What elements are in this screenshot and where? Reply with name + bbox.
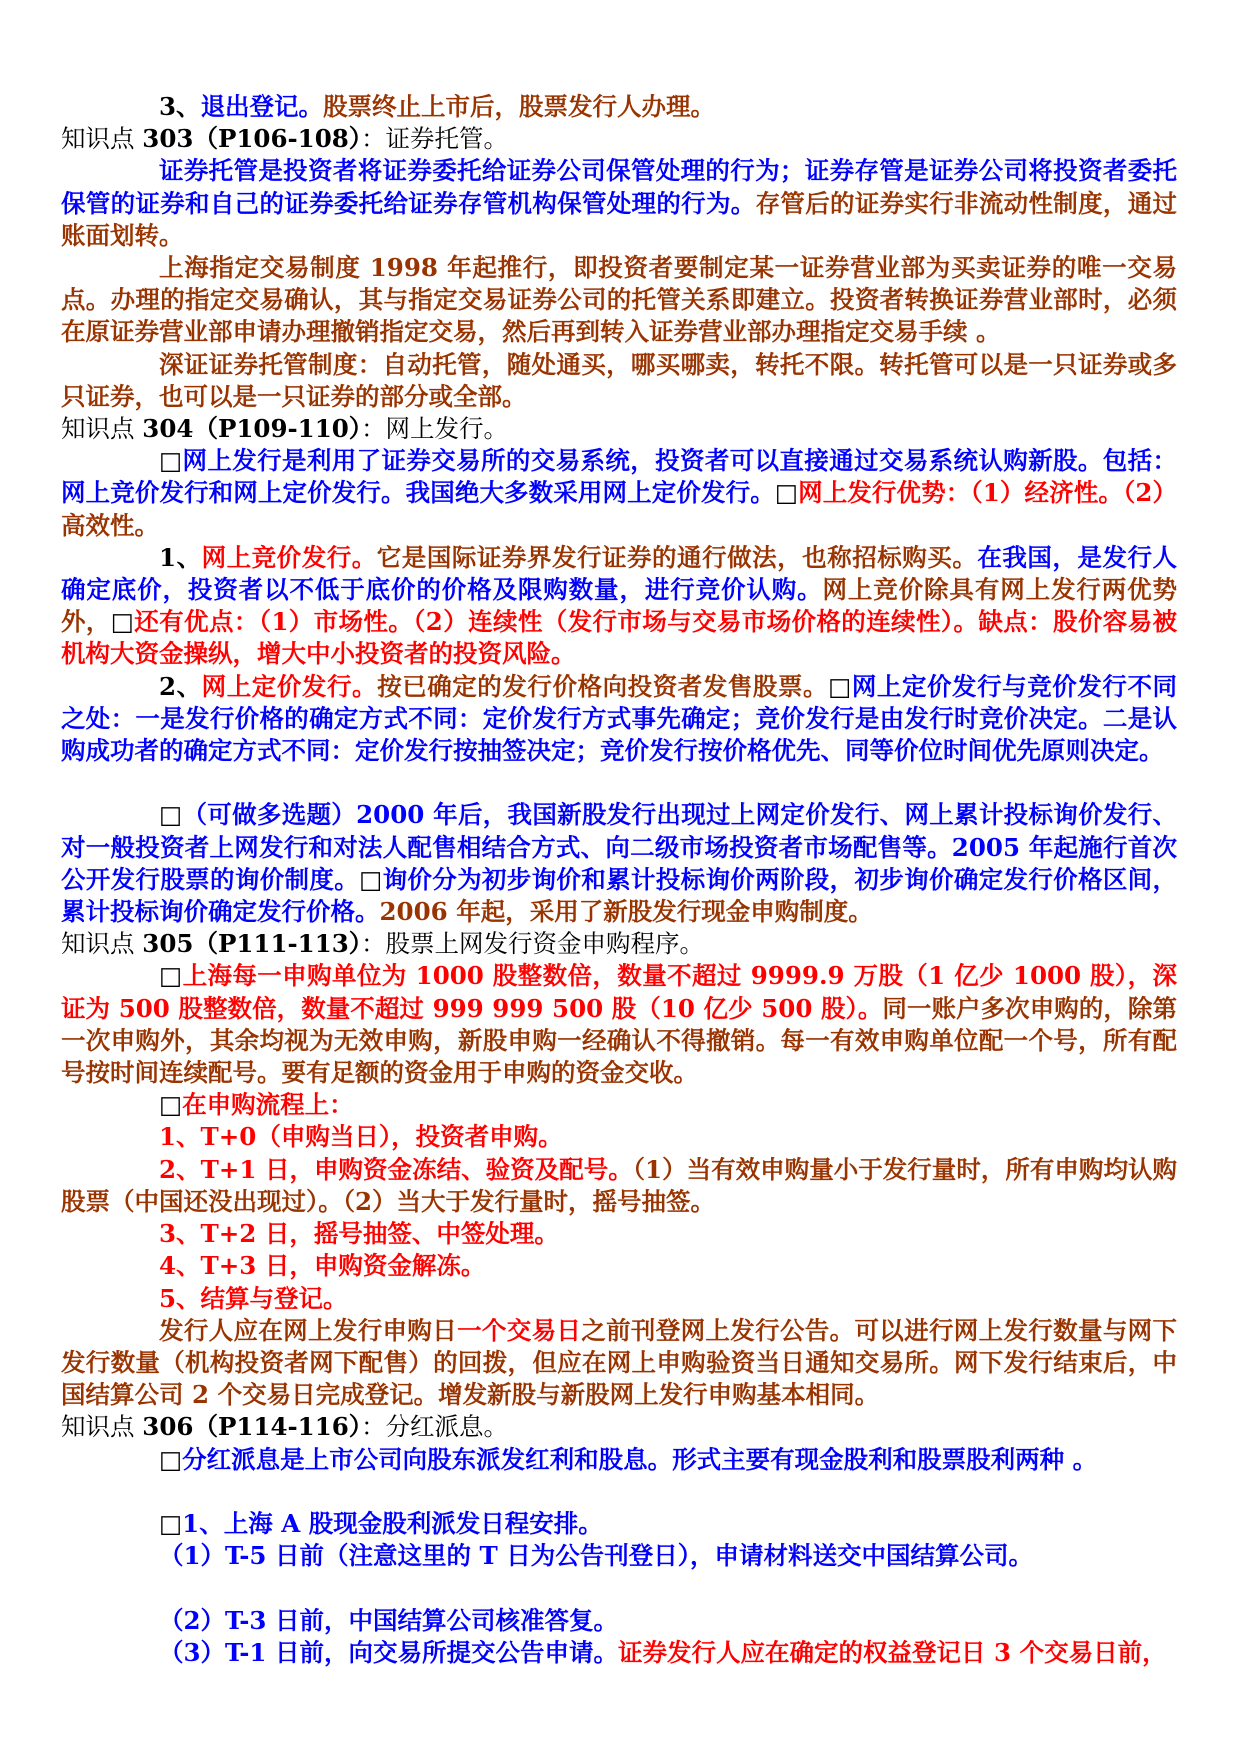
checkbox-glyph: □	[159, 1444, 183, 1474]
text-run: 之前刊登网上发行公告。可以进行网上发行数量与网下发行数量（机构投资者网下配售）的回拨，但应在网上申购验资当日通知交易所。网下发行结束后，中国结算公司 2 个交易日完成登记。增发新股与新股网上发行申购基本相同。	[61, 1315, 1178, 1410]
paragraph-shanghai-designated-trading	[61, 252, 1177, 349]
knowledge-point-306-heading	[61, 1411, 1177, 1443]
text-run: 网上竞价除具有网上发行两优势外，	[61, 575, 1178, 637]
text-run: 1、	[159, 542, 202, 572]
text-run: 2006 年起，采用了新股发行现金申购制度。	[379, 897, 873, 927]
kp-label: 知识点	[61, 929, 143, 959]
text-run: （3）T-1 日前，向交易所提交公告申请。	[159, 1637, 618, 1667]
paragraph-exit-registration	[61, 91, 1177, 123]
paragraph-issuance-history	[61, 799, 1177, 928]
text-run: 询价分为初步询价和累计投标询价两阶段，初步询价确定发行价格区间，累计投标询价确定发行价格。	[61, 864, 1178, 927]
kp-title: ：股票上网发行资金申购程序。	[361, 929, 705, 959]
schedule-step-t-minus-3	[61, 1605, 1177, 1637]
text-run: 网上竞价发行。	[201, 542, 377, 572]
text-run: 在我国，是发行人确定底价，投资者以不低于底价的价格及限购数量，进行竞价认购。	[61, 542, 1178, 605]
text-run: 网上发行是利用了证券交易所的交易系统，投资者可以直接通过交易系统认购新股。包括：网上竞价发行和网上定价发行。我国绝大多数采用网上定价发行。	[61, 446, 1177, 508]
paragraph-online-fixed-price	[61, 671, 1177, 768]
blank-line	[61, 1476, 1177, 1508]
text-run: 高效性。	[61, 510, 159, 540]
text-run: 2、T+1 日，申购资金冻结、验资及配号。	[159, 1154, 633, 1184]
flow-step-t0	[61, 1121, 1177, 1153]
kp-label: 知识点	[61, 414, 143, 444]
flow-step-t1	[61, 1154, 1177, 1218]
text-run: 发行人应在网上发行申购日	[159, 1315, 458, 1345]
text-run: 2、	[159, 671, 202, 701]
text-run: 1、上海 A 股现金股利派发日程安排。	[182, 1508, 603, 1538]
kp-label: 知识点	[61, 124, 143, 154]
checkbox-glyph: □	[159, 1508, 183, 1538]
checkbox-glyph: □	[110, 607, 135, 637]
kp-number: 306（P114-116）	[142, 1412, 362, 1442]
paragraph-dividend	[61, 1444, 1177, 1476]
text-run: （可做多选题）2000 年后，我国新股发行出现过上网定价发行、网上累计投标询价发行、对一般投资者上网发行和对法人配售相结合方式、向二级市场投资者市场配售等。2005 年起施行首次公开发行股票的询价制度。	[61, 800, 1178, 894]
kp-title: ：分红派息。	[361, 1412, 509, 1442]
kp-title: ：网上发行。	[361, 414, 509, 444]
paragraph-shenzhen-custody	[61, 349, 1177, 413]
text-run: 退出登记。	[200, 92, 324, 121]
text-run: 存管后的证券实行非流动性制度，通过账面划转。	[61, 188, 1178, 250]
text-run: 网上定价发行。	[201, 671, 378, 701]
text-run: 4、T+3 日，申购资金解冻。	[159, 1251, 486, 1281]
text-run: （1）当有效申购量小于发行量时，所有申购均认购股票（中国还没出现过）。（2）当大于发行量时，摇号抽签。	[61, 1154, 1177, 1216]
knowledge-point-304-heading	[61, 413, 1177, 445]
text-run: 分红派息是上市公司向股东派发红利和股息。形式主要有现金股利和股票股利两种 。	[182, 1444, 1098, 1474]
text-run: （1）T-5 日前（注意这里的 T 日为公告刊登日），申请材料送交中国结算公司。	[159, 1541, 1034, 1571]
text-run: 上海每一申购单位为 1000 股整数倍，数量不超过 9999.9 万股（1 亿少 1000 股），深证为 500 股整数倍，数量不超过 999 999 500 股（10 亿少 500 股）。	[61, 961, 1177, 1023]
flow-step-t2	[61, 1218, 1177, 1250]
text-run: 1、T+0（申购当日），投资者申购。	[159, 1122, 563, 1152]
kp-number: 304（P109-110）	[142, 414, 362, 444]
flow-step-t3	[61, 1250, 1177, 1282]
checkbox-glyph: □	[774, 478, 799, 508]
kp-number: 305（P111-113）	[142, 929, 362, 959]
schedule-step-t-minus-5	[61, 1540, 1177, 1572]
checkbox-glyph: □	[159, 800, 183, 830]
text-run: 证券托管是投资者将证券委托给证券公司保管处理的行为；证券存管是证券公司将投资者委托保管的证券和自己的证券委托给证券存管机构保管处理的行为。	[61, 156, 1177, 218]
kp-title: ：证券托管。	[361, 124, 509, 154]
flow-step-settlement	[61, 1283, 1177, 1315]
document-body	[61, 91, 1177, 1669]
text-run: 5、结算与登记。	[159, 1283, 348, 1313]
paragraph-online-auction	[61, 542, 1177, 671]
knowledge-point-305-heading	[61, 928, 1177, 960]
text-run: 证券发行人应在确定的权益登记日 3 个交易日前，	[617, 1637, 1167, 1667]
checkbox-glyph: □	[359, 864, 383, 894]
paragraph-custody	[61, 155, 1177, 252]
checkbox-glyph: □	[828, 671, 852, 701]
blank-line	[61, 1572, 1177, 1604]
checkbox-glyph: □	[159, 1090, 183, 1120]
text-run: 在申购流程上：	[182, 1090, 354, 1120]
knowledge-point-303-heading	[61, 123, 1177, 155]
text-run: 股票终止上市后，股票发行人办理。	[323, 92, 716, 121]
text-run: 按已确定的发行价格向投资者发售股票。	[377, 671, 829, 701]
text-run: （2）T-3 日前，中国结算公司核准答复。	[159, 1605, 618, 1635]
text-run: 同一账户多次申购的，除第一次申购外，其余均视为无效申购，新股申购一经确认不得撤销。每一有效申购单位配一个号，所有配号按时间连续配号。要有足额的资金用于申购的资金交收。	[61, 993, 1177, 1088]
paragraph-subscription-units	[61, 960, 1177, 1089]
text-run: 网上发行优势：（1）经济性。（2）	[798, 478, 1177, 508]
paragraph-online-issuance	[61, 445, 1177, 542]
text-run: 3、T+2 日，摇号抽签、中签处理。	[159, 1219, 559, 1249]
paragraph-dividend-schedule	[61, 1508, 1177, 1540]
paragraph-issuer-announcement	[61, 1315, 1177, 1412]
kp-number: 303（P106-108）	[142, 124, 362, 154]
checkbox-glyph: □	[159, 446, 183, 476]
text-run: 3、	[159, 92, 201, 121]
checkbox-glyph: □	[159, 961, 183, 991]
text-run: 它是国际证券界发行证券的通行做法，也称招标购买。	[376, 542, 978, 572]
text-run: 还有优点：（1）市场性。（2）连续性（发行市场与交易市场价格的连续性）。缺点：股价容易被机构大资金操纵，增大中小投资者的投资风险。	[61, 607, 1177, 669]
paragraph-subscription-flow	[61, 1089, 1177, 1121]
text-run: 一个交易日	[457, 1315, 582, 1345]
text-run: 网上定价发行与竞价发行不同之处：一是发行价格的确定方式不同：定价发行方式事先确定；竞价发行是由发行时竞价决定。二是认购成功者的确定方式不同：定价发行按抽签决定；竞价发行按价格优先、同等价位时间优先原则决定。	[61, 671, 1178, 766]
text-run: 深证证券托管制度：自动托管，随处通买，哪买哪卖，转托不限。转托管可以是一只证券或多只证券，也可以是一只证券的部分或全部。	[61, 349, 1177, 411]
schedule-step-t-minus-1	[61, 1637, 1177, 1669]
text-run: 上海指定交易制度 1998 年起推行，即投资者要制定某一证券营业部为买卖证券的唯一交易点。办理的指定交易确认，其与指定交易证券公司的托管关系即建立。投资者转换证券营业部时，必须在原证券营业部申请办理撤销指定交易，然后再到转入证券营业部办理指定交易手续 。	[61, 253, 1177, 347]
kp-label: 知识点	[61, 1412, 143, 1442]
blank-line	[61, 767, 1177, 799]
